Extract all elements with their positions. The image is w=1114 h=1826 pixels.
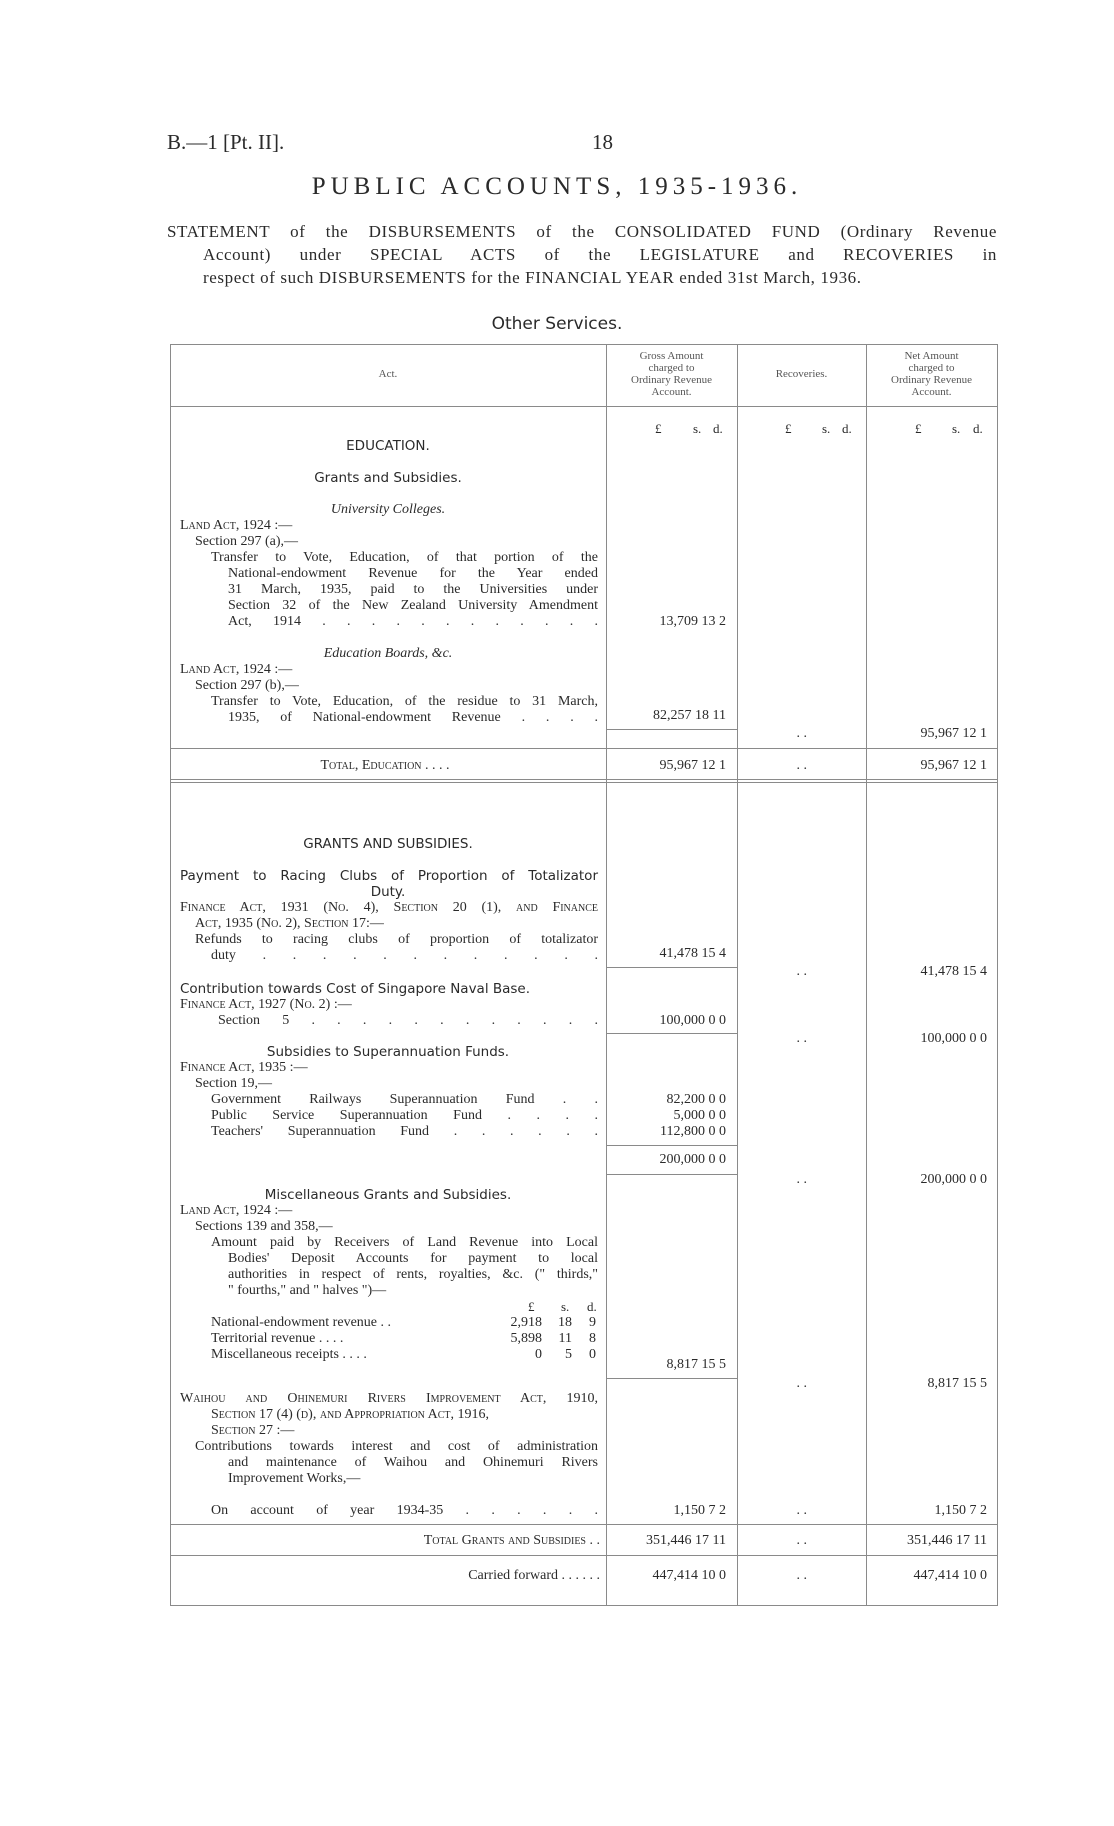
gross-shillings-marker: s.: [693, 421, 702, 436]
misc-gross-amount: 8,817 15 5: [666, 1357, 726, 1372]
super-railways-line: Government Railways Superannuation Fund . .: [211, 1092, 598, 1107]
racing-gross-amount: 41,478 15 4: [659, 946, 726, 961]
naval-heading: Contribution towards Cost of Singapore Naval Base.: [180, 981, 531, 997]
naval-net-amount: 100,000 0 0: [920, 1031, 987, 1046]
total-grants-gross: 351,446 17 11: [646, 1533, 726, 1548]
net-pence-marker: d.: [973, 421, 983, 436]
net-shillings-marker: s.: [952, 421, 961, 436]
uni-section-line: Section 297 (a),—: [195, 534, 299, 549]
super-act-line: Finance Act, 1935 :—: [180, 1060, 308, 1075]
boards-desc-line-2: 1935, of National-endowment Revenue . . . .: [228, 710, 598, 725]
education-subheading: Grants and Subsidies.: [314, 470, 462, 486]
naval-recoveries: . .: [796, 1031, 807, 1046]
racing-heading-line-2: Duty.: [370, 884, 406, 900]
section-subtitle: Other Services.: [491, 314, 623, 334]
gross-pence-marker: d.: [713, 421, 723, 436]
boards-gross-amount: 82,257 18 11: [653, 708, 726, 723]
grants-heading: GRANTS AND SUBSIDIES.: [303, 836, 473, 852]
rec-shillings-marker: s.: [822, 421, 831, 436]
racing-heading-line-1: Payment to Racing Clubs of Proportion of Totalizator: [180, 868, 598, 884]
total-grants-label: Total Grants and Subsidies . .: [423, 1533, 600, 1548]
statement-line-1: STATEMENT of the DISBURSEMENTS of the CONSOLIDATED FUND (Ordinary Revenue: [167, 222, 997, 241]
carried-forward-recoveries: . .: [796, 1568, 807, 1583]
net-pounds-marker: £: [915, 421, 922, 436]
misc-net-amount: 8,817 15 5: [927, 1376, 987, 1391]
super-recoveries: . .: [796, 1172, 807, 1187]
naval-act-line: Finance Act, 1927 (No. 2) :—: [180, 997, 352, 1012]
waihou-act-line-1: Waihou and Ohinemuri Rivers Improvement Act, 1910,: [180, 1391, 598, 1406]
super-section-line: Section 19,—: [195, 1076, 272, 1091]
total-education-recoveries: . .: [796, 758, 807, 773]
racing-net-amount: 41,478 15 4: [920, 964, 987, 979]
carried-forward-gross: 447,414 10 0: [652, 1568, 726, 1583]
uni-desc-line-2: National-endowment Revenue for the Year ended: [228, 566, 598, 581]
carried-forward-label: Carried forward . . . . . .: [468, 1568, 600, 1583]
column-header-gross: Gross Amount charged to Ordinary Revenue Account.: [631, 350, 712, 398]
racing-act-line-2: Act, 1935 (No. 2), Section 17:—: [195, 916, 384, 931]
column-header-act: Act.: [378, 368, 398, 380]
column-header-net: Net Amount charged to Ordinary Revenue Account.: [891, 350, 972, 398]
uni-desc-line-4: Section 32 of the New Zealand University Amendment: [228, 598, 598, 613]
misc-desc-line-4: " fourths," and " halves ")—: [228, 1283, 387, 1298]
naval-section-line: Section 5 . . . . . . . . . . . .: [218, 1013, 598, 1028]
waihou-act-line-3: Section 27 :—: [211, 1423, 295, 1438]
super-public-service-line: Public Service Superannuation Fund . . . .: [211, 1108, 598, 1123]
waihou-act-line-2: Section 17 (4) (d), and Appropriation Act, 1916,: [211, 1407, 490, 1422]
total-grants-recoveries: . .: [796, 1533, 807, 1548]
uni-desc-line-3: 31 March, 1935, paid to the Universities under: [228, 582, 598, 597]
uni-desc-line-5: Act, 1914 . . . . . . . . . . . .: [228, 614, 598, 629]
racing-recoveries: . .: [796, 964, 807, 979]
misc-pounds-marker: £: [528, 1299, 535, 1314]
misc-recoveries: . .: [796, 1376, 807, 1391]
misc-desc-line-2: Bodies' Deposit Accounts for payment to local: [228, 1251, 598, 1266]
misc-act-line: Land Act, 1924 :—: [180, 1203, 293, 1218]
boards-section-line: Section 297 (b),—: [195, 678, 299, 693]
university-colleges-heading: University Colleges.: [330, 502, 446, 517]
statement-line-2: Account) under SPECIAL ACTS of the LEGISLATURE and RECOVERIES in: [203, 245, 997, 264]
page-number: 18: [592, 130, 613, 154]
super-public-service-amount: 5,000 0 0: [673, 1108, 726, 1123]
page-title: PUBLIC ACCOUNTS, 1935-1936.: [311, 173, 803, 200]
superannuation-heading: Subsidies to Superannuation Funds.: [266, 1044, 510, 1060]
total-education-net: 95,967 12 1: [920, 758, 987, 773]
super-net-amount: 200,000 0 0: [920, 1172, 987, 1187]
uni-act-line: Land Act, 1924 :—: [180, 518, 293, 533]
naval-gross-amount: 100,000 0 0: [659, 1013, 726, 1028]
waihou-desc-line-1: Contributions towards interest and cost of administration: [195, 1439, 598, 1454]
education-boards-heading: Education Boards, &c.: [323, 646, 453, 661]
total-education-label: Total, Education . . . .: [320, 758, 450, 773]
misc-sections-line: Sections 139 and 358,—: [195, 1219, 333, 1234]
misc-shillings-marker: s.: [561, 1299, 570, 1314]
education-heading: EDUCATION.: [346, 438, 430, 454]
document-reference: B.—1 [Pt. II].: [167, 130, 285, 154]
waihou-recoveries: . .: [796, 1503, 807, 1518]
total-education-gross: 95,967 12 1: [659, 758, 726, 773]
boards-desc-line-1: Transfer to Vote, Education, of the residue to 31 March,: [211, 694, 598, 709]
waihou-account-line: On account of year 1934-35 . . . . . .: [211, 1503, 598, 1518]
super-total-amount: 200,000 0 0: [659, 1152, 726, 1167]
education-recoveries: . .: [796, 726, 807, 741]
uni-gross-amount: 13,709 13 2: [659, 614, 726, 629]
rec-pence-marker: d.: [842, 421, 852, 436]
waihou-gross-amount: 1,150 7 2: [673, 1503, 726, 1518]
total-grants-net: 351,446 17 11: [907, 1533, 987, 1548]
super-teachers-line: Teachers' Superannuation Fund . . . . . .: [211, 1124, 598, 1139]
racing-desc-line-2: duty . . . . . . . . . . . .: [211, 948, 598, 963]
boards-act-line: Land Act, 1924 :—: [180, 662, 293, 677]
misc-desc-line-1: Amount paid by Receivers of Land Revenue into Local: [211, 1235, 598, 1250]
racing-desc-line-1: Refunds to racing clubs of proportion of totalizator: [195, 932, 598, 947]
racing-act-line-1: Finance Act, 1931 (No. 4), Section 20 (1), and Finance: [180, 900, 598, 915]
carried-forward-net: 447,414 10 0: [913, 1568, 987, 1583]
waihou-desc-line-2: and maintenance of Waihou and Ohinemuri Rivers: [228, 1455, 598, 1470]
misc-desc-line-3: authorities in respect of rents, royalties, &c. (" thirds,": [228, 1267, 598, 1282]
waihou-net-amount: 1,150 7 2: [934, 1503, 987, 1518]
column-header-recoveries: Recoveries.: [775, 368, 828, 380]
super-railways-amount: 82,200 0 0: [666, 1092, 726, 1107]
gross-pounds-marker: £: [655, 421, 662, 436]
misc-heading: Miscellaneous Grants and Subsidies.: [264, 1187, 512, 1203]
uni-desc-line-1: Transfer to Vote, Education, of that portion of the: [211, 550, 598, 565]
rec-pounds-marker: £: [785, 421, 792, 436]
waihou-desc-line-3: Improvement Works,—: [228, 1471, 361, 1486]
misc-pence-marker: d.: [587, 1299, 597, 1314]
statement-line-3: respect of such DISBURSEMENTS for the FINANCIAL YEAR ended 31st March, 1936.: [203, 268, 862, 287]
super-teachers-amount: 112,800 0 0: [660, 1124, 726, 1139]
education-net-amount: 95,967 12 1: [920, 726, 987, 741]
